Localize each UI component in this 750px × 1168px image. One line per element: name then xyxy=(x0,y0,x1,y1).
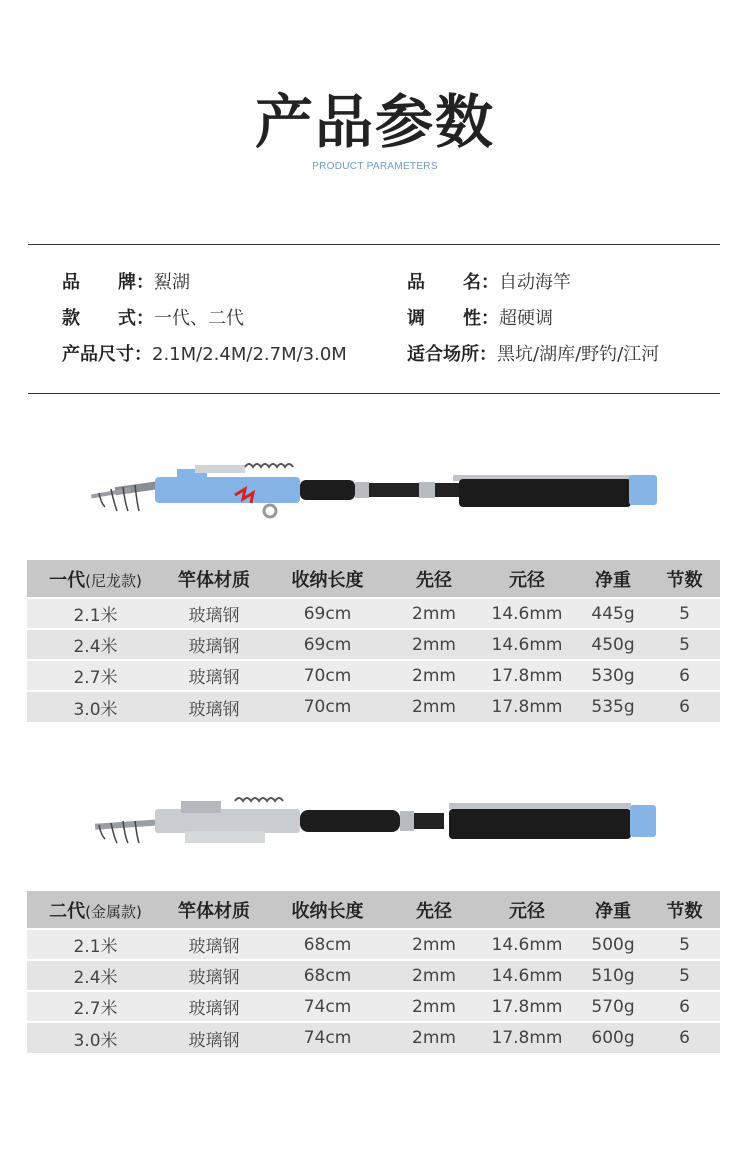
spec-table-gen1 xyxy=(27,560,720,722)
table-row xyxy=(27,691,720,722)
column-header: 收纳长度 xyxy=(264,891,391,929)
table-cell: 510g xyxy=(577,960,649,991)
table-cell: 5 xyxy=(649,629,720,660)
generation-note: (尼龙款) xyxy=(85,571,142,590)
table-row xyxy=(27,660,720,691)
column-header: 竿体材质 xyxy=(164,891,264,929)
column-header: 收纳长度 xyxy=(264,560,391,598)
column-header-generation xyxy=(27,560,164,598)
table-cell: 2mm xyxy=(391,660,477,691)
info-style xyxy=(62,306,244,332)
brand-value: 鮤湖 xyxy=(154,272,190,293)
info-size xyxy=(62,342,347,368)
table-cell: 6 xyxy=(649,991,720,1022)
tone-label: 调性： xyxy=(407,308,499,329)
place-label: 适合场所： xyxy=(407,344,497,365)
table-cell: 17.8mm xyxy=(477,660,577,691)
table-cell: 17.8mm xyxy=(477,991,577,1022)
table-cell: 2.1米 xyxy=(27,929,164,960)
name-label: 品名： xyxy=(407,272,499,293)
table-cell: 6 xyxy=(649,660,720,691)
size-value: 2.1M/2.4M/2.7M/3.0M xyxy=(152,344,347,365)
column-header: 元径 xyxy=(477,560,577,598)
table-header-row xyxy=(27,891,720,929)
column-header: 先径 xyxy=(391,891,477,929)
column-header: 节数 xyxy=(649,560,720,598)
table-cell: 2mm xyxy=(391,598,477,629)
table-cell: 2mm xyxy=(391,629,477,660)
generation-label: 二代 xyxy=(49,900,86,922)
tone-value: 超硬调 xyxy=(499,308,553,329)
name-value: 自动海竿 xyxy=(499,272,571,293)
table-cell: 玻璃钢 xyxy=(164,660,264,691)
page-subtitle: PRODUCT PARAMETERS xyxy=(312,161,438,172)
table-cell: 14.6mm xyxy=(477,929,577,960)
generation-note: (金属款) xyxy=(85,902,142,921)
table-cell: 2.7米 xyxy=(27,660,164,691)
table-cell: 2.7米 xyxy=(27,991,164,1022)
table-cell: 玻璃钢 xyxy=(164,598,264,629)
bottom-divider xyxy=(28,393,720,394)
fishing-rod-gen2-image xyxy=(85,785,675,875)
table-cell: 2mm xyxy=(391,929,477,960)
table-cell: 5 xyxy=(649,960,720,991)
column-header: 先径 xyxy=(391,560,477,598)
column-header: 竿体材质 xyxy=(164,560,264,598)
table-cell: 玻璃钢 xyxy=(164,929,264,960)
column-header: 净重 xyxy=(577,891,649,929)
table-cell: 玻璃钢 xyxy=(164,691,264,722)
table-cell: 6 xyxy=(649,1022,720,1053)
table-row xyxy=(27,598,720,629)
table-cell: 74cm xyxy=(264,1022,391,1053)
table-cell: 69cm xyxy=(264,629,391,660)
table-cell: 玻璃钢 xyxy=(164,960,264,991)
generation-label: 一代 xyxy=(49,569,86,591)
table-cell: 5 xyxy=(649,929,720,960)
table-cell: 74cm xyxy=(264,991,391,1022)
column-header: 节数 xyxy=(649,891,720,929)
table-header-row xyxy=(27,560,720,598)
table-cell: 570g xyxy=(577,991,649,1022)
table-cell: 2.4米 xyxy=(27,629,164,660)
style-value: 一代、二代 xyxy=(154,308,244,329)
table-cell: 445g xyxy=(577,598,649,629)
table-cell: 17.8mm xyxy=(477,1022,577,1053)
table-row xyxy=(27,929,720,960)
table-cell: 3.0米 xyxy=(27,691,164,722)
fishing-rod-gen1-image xyxy=(85,455,675,545)
table-cell: 69cm xyxy=(264,598,391,629)
table-cell: 3.0米 xyxy=(27,1022,164,1053)
table-cell: 70cm xyxy=(264,691,391,722)
style-label: 款式： xyxy=(62,308,154,329)
info-name xyxy=(407,270,571,296)
table-cell: 17.8mm xyxy=(477,691,577,722)
table-cell: 530g xyxy=(577,660,649,691)
page-title: 产品参数 xyxy=(254,88,495,156)
table-cell: 玻璃钢 xyxy=(164,629,264,660)
table-cell: 14.6mm xyxy=(477,960,577,991)
info-tone xyxy=(407,306,553,332)
table-row xyxy=(27,960,720,991)
table-cell: 玻璃钢 xyxy=(164,991,264,1022)
column-header: 元径 xyxy=(477,891,577,929)
table-cell: 70cm xyxy=(264,660,391,691)
table-cell: 450g xyxy=(577,629,649,660)
column-header: 净重 xyxy=(577,560,649,598)
table-cell: 500g xyxy=(577,929,649,960)
table-cell: 2mm xyxy=(391,991,477,1022)
table-cell: 68cm xyxy=(264,929,391,960)
top-divider xyxy=(28,244,720,245)
spec-table-gen2 xyxy=(27,891,720,1053)
place-value: 黑坑/湖库/野钓/江河 xyxy=(497,344,660,365)
table-cell: 14.6mm xyxy=(477,598,577,629)
table-cell: 6 xyxy=(649,691,720,722)
table-cell: 68cm xyxy=(264,960,391,991)
table-cell: 玻璃钢 xyxy=(164,1022,264,1053)
brand-label: 品牌： xyxy=(62,272,154,293)
table-row xyxy=(27,1022,720,1053)
info-place xyxy=(407,342,659,368)
table-cell: 535g xyxy=(577,691,649,722)
table-cell: 5 xyxy=(649,598,720,629)
table-row xyxy=(27,991,720,1022)
size-label: 产品尺寸： xyxy=(62,344,152,365)
table-cell: 600g xyxy=(577,1022,649,1053)
column-header-generation xyxy=(27,891,164,929)
table-cell: 2mm xyxy=(391,691,477,722)
table-cell: 2.1米 xyxy=(27,598,164,629)
table-cell: 14.6mm xyxy=(477,629,577,660)
table-cell: 2.4米 xyxy=(27,960,164,991)
table-cell: 2mm xyxy=(391,1022,477,1053)
table-cell: 2mm xyxy=(391,960,477,991)
info-brand xyxy=(62,270,190,296)
table-row xyxy=(27,629,720,660)
